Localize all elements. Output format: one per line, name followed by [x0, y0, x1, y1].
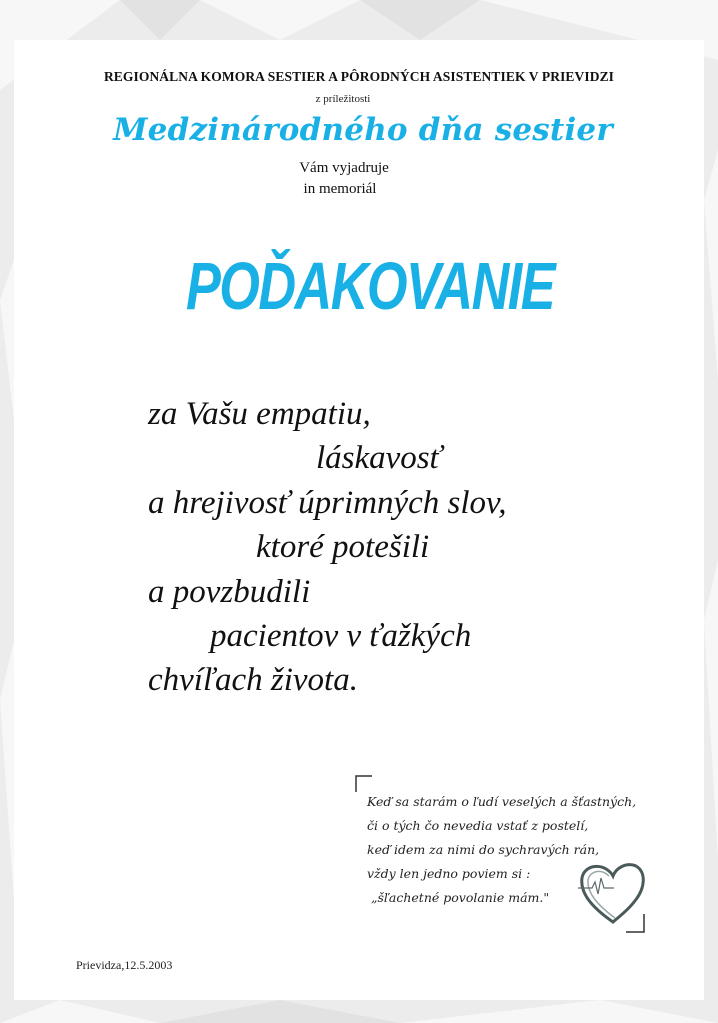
poem-line: Keď sa starám o ľudí veselých a šťastných,: [367, 794, 637, 809]
organization-title: REGIONÁLNA KOMORA SESTIER A PÔRODNÝCH ASISTENTIEK V PRIEVIDZI: [103, 69, 615, 84]
event-name: Medzinárodného dňa sestier: [113, 112, 613, 148]
poem-corner-bottom-right: [624, 912, 646, 934]
message-line: chvíľach života.: [148, 662, 358, 698]
message-line: láskavosť: [316, 440, 442, 476]
place-date: Prievidza,12.5.2003: [76, 958, 173, 972]
message-line: a povzbudili: [148, 574, 311, 610]
in-memoriam-text: in memoriál: [303, 181, 377, 197]
message-line: za Vašu empatiu,: [148, 396, 371, 432]
message-line: pacientov v ťažkých: [210, 618, 472, 654]
message-line: ktoré potešili: [256, 529, 430, 565]
poem-line: či o tých čo nevedia vstať z postelí,: [367, 818, 589, 833]
poem-line: keď idem za nimi do sychravých rán,: [367, 842, 600, 857]
poem-line: „šľachetné povolanie mám.": [371, 890, 550, 905]
headline-thanks: POĎAKOVANIE: [185, 249, 555, 324]
message-line: a hrejivosť úprimných slov,: [148, 485, 507, 521]
expresses-text: Vám vyjadruje: [299, 160, 389, 176]
occasion-intro: z príležitosti: [315, 93, 371, 105]
poem-line: vždy len jedno poviem si :: [367, 866, 531, 881]
